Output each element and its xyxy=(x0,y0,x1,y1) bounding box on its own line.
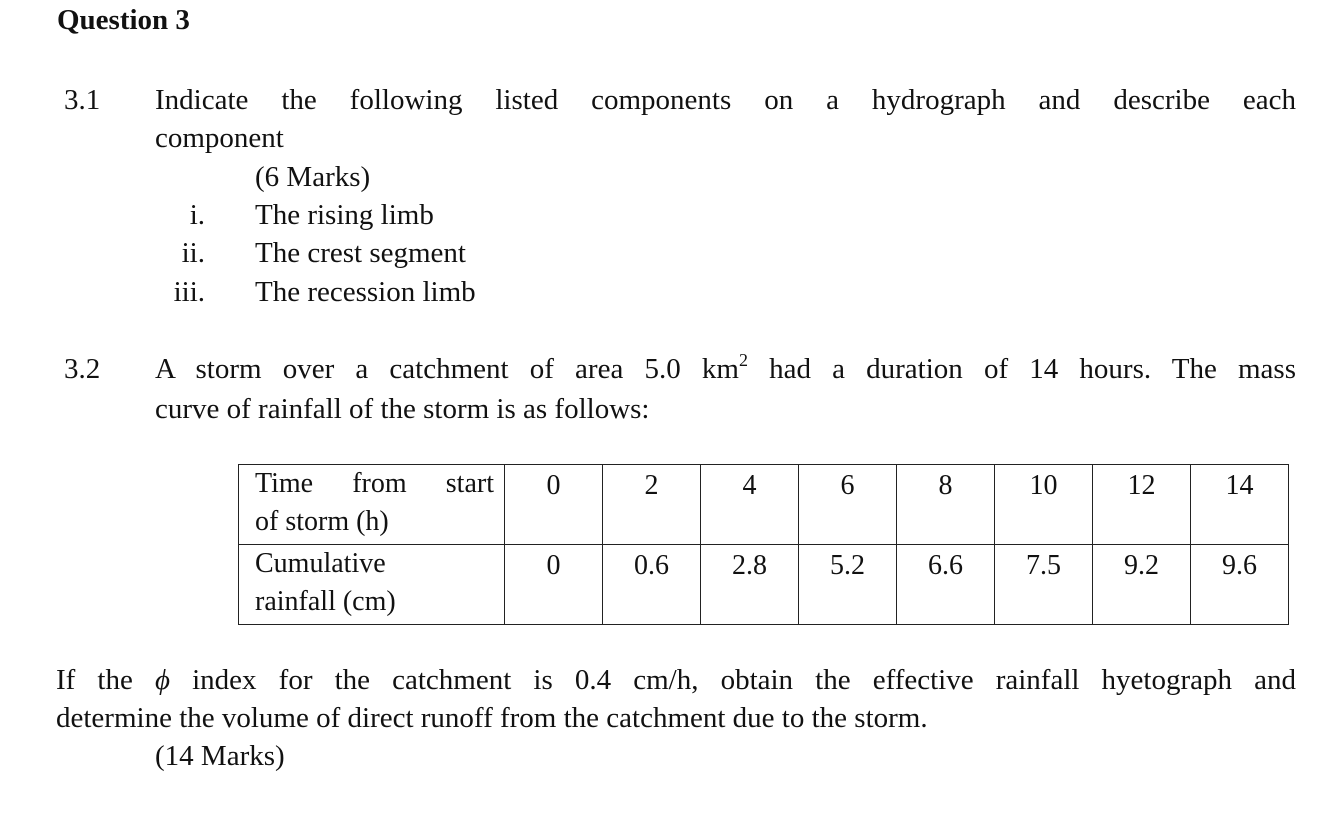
question-3-2-text-line2: curve of rainfall of the storm is as follows: xyxy=(155,393,650,425)
rainfall-table xyxy=(238,464,1289,625)
question-title: Question 3 xyxy=(57,4,190,36)
superscript-2: 2 xyxy=(738,350,748,370)
table-row-rainfall xyxy=(239,545,1289,625)
question-3-1-marks: (6 Marks) xyxy=(255,161,371,193)
table-cell: 7.5 xyxy=(995,545,1093,625)
table-cell: 12 xyxy=(1093,465,1191,545)
table-cell: 2.8 xyxy=(701,545,799,625)
table-cell: 4 xyxy=(701,465,799,545)
table-cell: 0 xyxy=(505,545,603,625)
item-numeral-2: ii. xyxy=(181,237,205,269)
table-cell: 6 xyxy=(799,465,897,545)
phi-symbol: ϕ xyxy=(154,664,170,696)
question-number-3-1: 3.1 xyxy=(64,84,101,116)
table-cell: 9.6 xyxy=(1191,545,1289,625)
table-header-rainfall: Cumulative rainfall (cm) xyxy=(239,545,505,625)
item-label-crest-segment: The crest segment xyxy=(255,237,466,269)
table-cell: 10 xyxy=(995,465,1093,545)
question-3-2-marks: (14 Marks) xyxy=(155,740,285,772)
question-3-2-para-line2: determine the volume of direct runoff from the catchment due to the storm. xyxy=(56,702,928,734)
table-cell: 5.2 xyxy=(799,545,897,625)
table-cell: 14 xyxy=(1191,465,1289,545)
question-3-2-text-line1: A storm over a catchment of area 5.0 $km^2$ had a duration of 14 hours. The mass xyxy=(155,350,1296,385)
table-cell: 9.2 xyxy=(1093,545,1191,625)
table-cell: 0.6 xyxy=(603,545,701,625)
item-numeral-1: i. xyxy=(189,199,205,231)
question-3-2-para-line1: If the ϕ index for the catchment is 0.4 cm/h, obtain the effective rainfall hyetograph and xyxy=(56,664,1296,696)
table-row-time xyxy=(239,465,1289,545)
table-cell: 8 xyxy=(897,465,995,545)
question-3-1-text-line1: Indicate the following listed components on a hydrograph and describe each xyxy=(155,84,1296,116)
item-label-recession-limb: The recession limb xyxy=(255,276,476,308)
item-label-rising-limb: The rising limb xyxy=(255,199,434,231)
table-cell: 2 xyxy=(603,465,701,545)
question-number-3-2: 3.2 xyxy=(64,353,101,385)
item-numeral-3: iii. xyxy=(173,276,205,308)
table-cell: 0 xyxy=(505,465,603,545)
question-3-1-text-line2: component xyxy=(155,122,284,154)
table-cell: 6.6 xyxy=(897,545,995,625)
table-header-time: Time from start of storm (h) xyxy=(239,465,505,545)
